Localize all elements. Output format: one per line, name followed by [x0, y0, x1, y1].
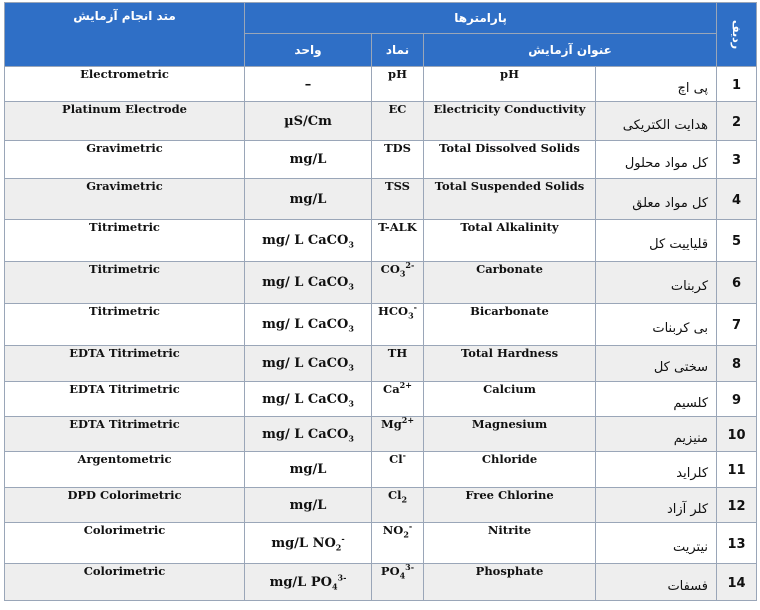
header-parameters: پارامترها	[245, 3, 717, 34]
method-cell: Colorimetric	[5, 523, 245, 564]
unit-subscript: 2	[335, 542, 342, 553]
english-name-cell: Nitrite	[424, 523, 596, 564]
row-number-cell: 11	[717, 452, 757, 488]
row-number-cell: 10	[717, 417, 757, 452]
unit-subscript: 3	[348, 433, 354, 444]
symbol-cell	[372, 67, 424, 102]
symbol-cell	[372, 262, 424, 304]
unit-cell	[245, 141, 372, 179]
unit-superscript: -	[341, 533, 345, 544]
symbol-cell	[372, 346, 424, 382]
symbol-text: TDS	[384, 141, 411, 155]
symbol-cell	[372, 141, 424, 179]
english-name-cell: Magnesium	[424, 417, 596, 452]
symbol-subscript: 4	[399, 570, 406, 581]
method-cell: Colorimetric	[5, 564, 245, 601]
symbol-text: TSS	[385, 179, 410, 193]
english-name-cell: Calcium	[424, 382, 596, 417]
unit-cell	[245, 346, 372, 382]
row-number-cell: 14	[717, 564, 757, 601]
method-cell: Titrimetric	[5, 220, 245, 262]
row-number-cell: 1	[717, 67, 757, 102]
symbol-text: TH	[387, 346, 408, 360]
unit-text: mg/ L CaCO	[262, 233, 349, 248]
symbol-cell	[372, 179, 424, 220]
row-number-cell: 7	[717, 304, 757, 346]
symbol-superscript: 3-	[405, 563, 415, 573]
symbol-cell	[372, 220, 424, 262]
symbol-superscript: -	[408, 522, 413, 532]
header-symbol: نماد	[372, 34, 424, 67]
persian-name-cell: پی اچ	[596, 67, 717, 102]
persian-name-cell: بی کربنات	[596, 304, 717, 346]
persian-name-cell: کلسیم	[596, 382, 717, 417]
method-cell: Platinum Electrode	[5, 102, 245, 141]
unit-cell	[245, 220, 372, 262]
symbol-cell	[372, 382, 424, 417]
table-row	[5, 564, 757, 601]
unit-cell	[245, 304, 372, 346]
persian-name-cell: کربنات	[596, 262, 717, 304]
symbol-cell	[372, 564, 424, 601]
persian-name-cell: کلر آزاد	[596, 488, 717, 523]
row-number-cell: 9	[717, 382, 757, 417]
table-row	[5, 67, 757, 102]
symbol-text: PO	[380, 564, 400, 578]
method-cell: Electrometric	[5, 67, 245, 102]
method-cell: DPD Colorimetric	[5, 488, 245, 523]
unit-cell	[245, 523, 372, 564]
table-body	[5, 67, 757, 601]
persian-name-cell: سختی کل	[596, 346, 717, 382]
table-row	[5, 220, 757, 262]
table-row	[5, 523, 757, 564]
row-number-cell: 2	[717, 102, 757, 141]
unit-text: mg/L NO	[271, 535, 336, 551]
persian-name-cell: کلراید	[596, 452, 717, 488]
table-row	[5, 452, 757, 488]
english-name-cell: Carbonate	[424, 262, 596, 304]
unit-cell	[245, 179, 372, 220]
row-number-cell: 6	[717, 262, 757, 304]
persian-name-cell: کل مواد محلول	[596, 141, 717, 179]
symbol-subscript: 2	[403, 529, 409, 540]
table-row	[5, 262, 757, 304]
method-cell: Argentometric	[5, 452, 245, 488]
english-name-cell: Chloride	[424, 452, 596, 488]
symbol-text: Mg	[380, 417, 402, 431]
symbol-cell	[372, 452, 424, 488]
table-row	[5, 346, 757, 382]
unit-text: mg/L PO	[269, 574, 332, 590]
symbol-text: NO	[382, 523, 404, 537]
symbol-superscript: -	[413, 303, 417, 313]
unit-subscript: 3	[348, 398, 354, 409]
unit-text: mg/L	[289, 191, 327, 207]
symbol-superscript: 2+	[399, 381, 412, 391]
symbol-text: Ca	[383, 382, 400, 396]
symbol-text: HCO	[378, 304, 409, 318]
unit-text: mg/ L CaCO	[262, 317, 349, 332]
method-cell: Titrimetric	[5, 262, 245, 304]
method-cell: EDTA Titrimetric	[5, 417, 245, 452]
unit-cell	[245, 102, 372, 141]
unit-subscript: 3	[348, 281, 354, 292]
method-cell: Titrimetric	[5, 304, 245, 346]
table-row	[5, 102, 757, 141]
unit-text: mg/L	[289, 497, 327, 513]
unit-cell	[245, 564, 372, 601]
row-number-cell: 4	[717, 179, 757, 220]
english-name-cell: Free Chlorine	[424, 488, 596, 523]
row-number-cell: 12	[717, 488, 757, 523]
unit-text: –	[304, 76, 312, 92]
symbol-text: Cl	[387, 488, 402, 502]
symbol-cell	[372, 523, 424, 564]
header-method: متد انجام آزمایش	[5, 3, 245, 67]
row-number-cell: 3	[717, 141, 757, 179]
english-name-cell: Phosphate	[424, 564, 596, 601]
unit-text: mg/ L CaCO	[262, 356, 349, 371]
header-test-name: عنوان آزمایش	[424, 34, 717, 67]
unit-text: mg/L	[289, 462, 327, 477]
symbol-cell	[372, 304, 424, 346]
symbol-superscript: -	[402, 451, 406, 461]
symbol-subscript: 3	[399, 268, 406, 279]
symbol-text: T-ALK	[378, 220, 417, 234]
method-cell: Gravimetric	[5, 179, 245, 220]
unit-text: mg/ L CaCO	[262, 275, 349, 290]
unit-subscript: 3	[348, 239, 354, 250]
unit-text: mg/ L CaCO	[262, 426, 349, 442]
persian-name-cell: هدایت الکتریکی	[596, 102, 717, 141]
unit-cell	[245, 262, 372, 304]
table-row	[5, 488, 757, 523]
table-row	[5, 417, 757, 452]
row-number-cell: 8	[717, 346, 757, 382]
unit-cell	[245, 382, 372, 417]
english-name-cell: pH	[424, 67, 596, 102]
english-name-cell: Total Suspended Solids	[424, 179, 596, 220]
english-name-cell: Total Alkalinity	[424, 220, 596, 262]
unit-subscript: 3	[348, 323, 354, 334]
english-name-cell: Electricity Conductivity	[424, 102, 596, 141]
method-cell: EDTA Titrimetric	[5, 346, 245, 382]
symbol-superscript: 2-	[405, 261, 415, 271]
english-name-cell: Bicarbonate	[424, 304, 596, 346]
unit-subscript: 4	[331, 581, 338, 592]
unit-cell	[245, 417, 372, 452]
english-name-cell: Total Hardness	[424, 346, 596, 382]
row-number-cell: 13	[717, 523, 757, 564]
method-cell: Gravimetric	[5, 141, 245, 179]
symbol-subscript: 2	[401, 494, 408, 505]
persian-name-cell: فسفات	[596, 564, 717, 601]
symbol-text: pH	[388, 67, 407, 81]
persian-name-cell: منیزیم	[596, 417, 717, 452]
table-row	[5, 179, 757, 220]
unit-cell	[245, 67, 372, 102]
symbol-text: Cl	[389, 452, 403, 466]
table-row	[5, 304, 757, 346]
header-unit: واحد	[245, 34, 372, 67]
persian-name-cell: قلیاییت کل	[596, 220, 717, 262]
persian-name-cell: کل مواد معلق	[596, 179, 717, 220]
english-name-cell: Total Dissolved Solids	[424, 141, 596, 179]
unit-text: mg/ L CaCO	[262, 391, 349, 407]
unit-superscript: 3-	[337, 572, 347, 583]
table-row	[5, 382, 757, 417]
unit-cell	[245, 452, 372, 488]
unit-subscript: 3	[348, 362, 354, 373]
symbol-cell	[372, 417, 424, 452]
symbol-cell	[372, 102, 424, 141]
header-row-number: ردیف	[717, 3, 757, 67]
symbol-text: EC	[388, 102, 407, 116]
table-row	[5, 141, 757, 179]
unit-text: µS/Cm	[284, 113, 332, 129]
symbol-subscript: 3	[408, 310, 414, 321]
method-cell: EDTA Titrimetric	[5, 382, 245, 417]
persian-name-cell: نیتریت	[596, 523, 717, 564]
symbol-superscript: 2+	[401, 416, 415, 426]
parameters-table	[4, 2, 757, 601]
unit-cell	[245, 488, 372, 523]
symbol-cell	[372, 488, 424, 523]
symbol-text: CO	[380, 262, 400, 276]
row-number-cell: 5	[717, 220, 757, 262]
unit-text: mg/L	[289, 152, 327, 167]
